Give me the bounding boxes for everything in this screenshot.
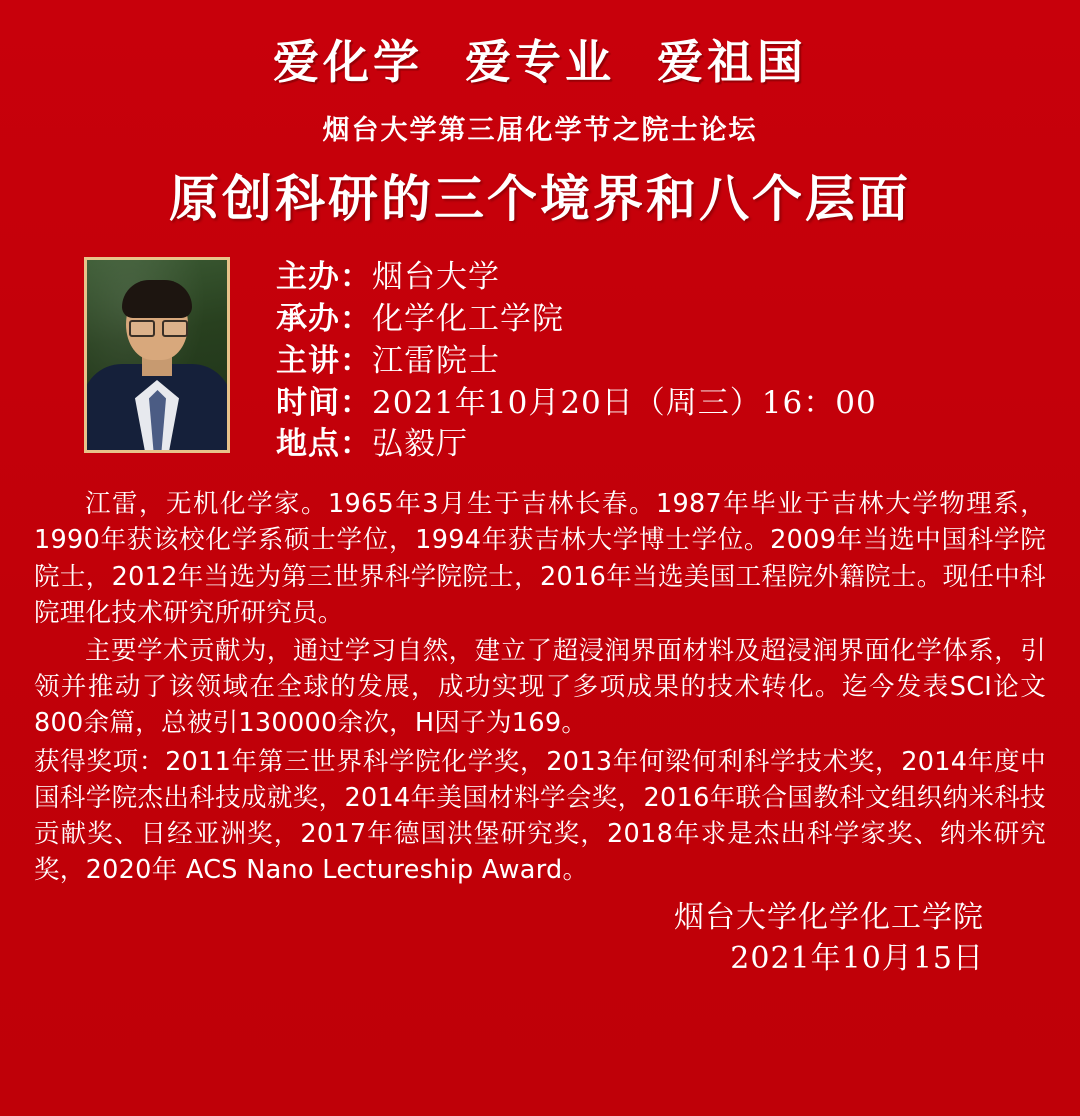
info-row-time [276,383,877,425]
info-row-organizer [276,257,877,299]
footer-organization: 烟台大学化学化工学院 [674,900,984,936]
event-subtitle: 烟台大学第三届化学节之院士论坛 [322,115,758,146]
portrait-image [87,260,227,450]
info-lines [276,257,877,466]
info-row-speaker [276,341,877,383]
page-title: 原创科研的三个境界和八个层面 [169,170,911,228]
info-label-co-organizer: 承办： [276,300,372,337]
info-row-co-organizer [276,299,877,341]
slogan-1: 爱化学 [273,35,423,89]
glasses-right-icon [162,320,188,337]
glasses-left-icon [129,320,155,337]
portrait-hair [122,280,192,318]
slogan-3: 爱祖国 [657,35,807,89]
info-row-venue [276,424,877,466]
info-block [0,257,1080,466]
info-value-organizer: 烟台大学 [372,259,500,295]
slogan-row [0,0,1080,92]
info-value-venue: 弘毅厅 [372,426,468,463]
info-label-venue: 地点： [276,426,372,463]
info-label-organizer: 主办： [276,259,372,295]
info-label-time: 时间： [276,384,372,421]
footer [0,898,1080,980]
bio-paragraph-3: 获得奖项：2011年第三世界科学院化学奖，2013年何梁何利科学技术奖，2014年度中国科学院杰出科技成就奖，2014年美国材料学会奖，2016年联合国教科文组织纳米科技贡献奖、日经亚洲奖，2017年德国洪堡研究奖，2018年求是杰出科学家奖、纳米研究奖，2020年 ACS Nano Lectureship Award。 [34,746,1046,886]
bio-paragraph-1: 江雷，无机化学家。1965年3月生于吉林长春。1987年毕业于吉林大学物理系，1990年获该校化学系硕士学位，1994年获吉林大学博士学位。2009年当选中国科学院院士，2012年当选为第三世界科学院院士，2016年当选美国工程院外籍院士。现任中科院理化技术研究所研究员。 [34,489,1046,628]
biography [34,486,1046,888]
info-label-speaker: 主讲： [276,342,372,379]
info-value-co-organizer: 化学化工学院 [372,300,564,337]
slogan-2: 爱专业 [465,35,615,89]
speaker-portrait [84,257,230,453]
info-value-time: 2021年10月20日（周三）16：00 [372,384,877,421]
bio-paragraph-2: 主要学术贡献为，通过学习自然，建立了超浸润界面材料及超浸润界面化学体系，引领并推动了该领域在全球的发展，成功实现了多项成果的技术转化。迄今发表SCI论文800余篇，总被引130000余次，H因子为169。 [34,636,1046,739]
info-value-speaker: 江雷院士 [372,342,500,379]
footer-date: 2021年10月15日 [730,941,984,977]
